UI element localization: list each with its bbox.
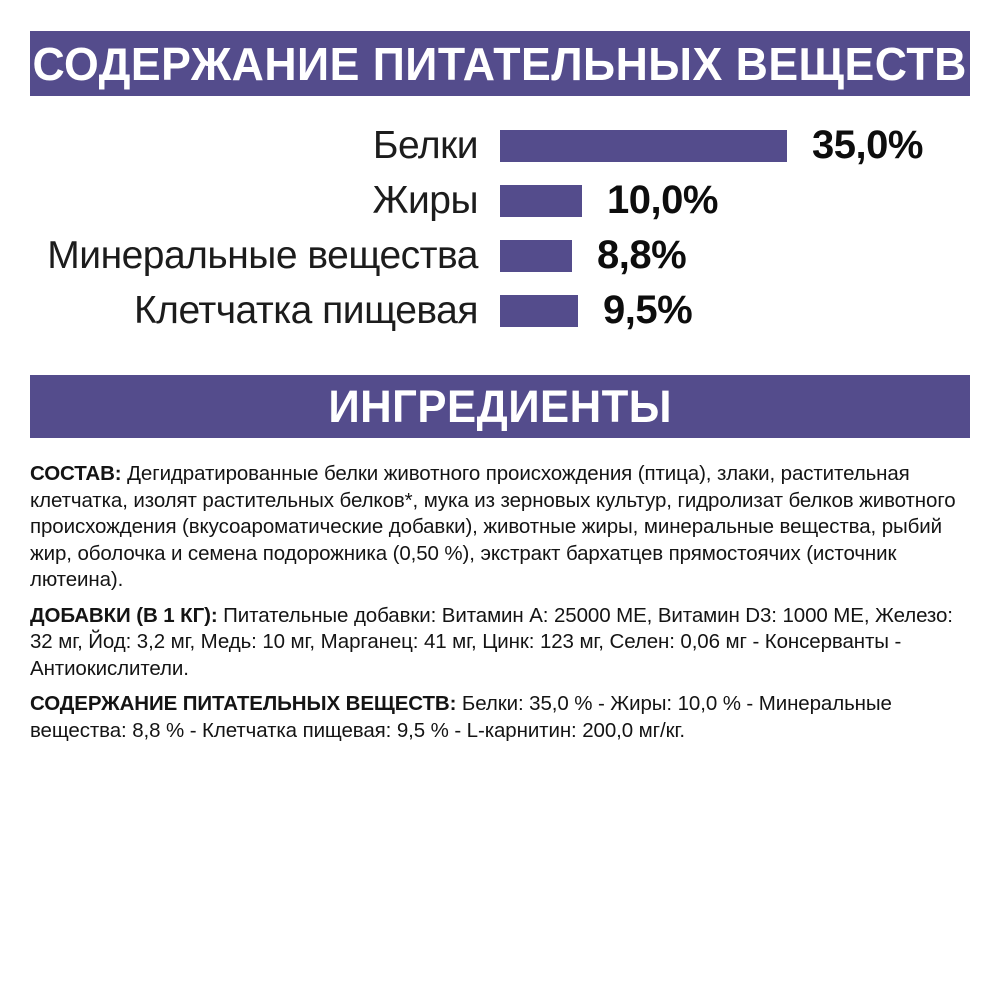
additives-paragraph [30,603,972,683]
chart-row [30,118,970,173]
chart-value-label: 9,5% [603,288,693,332]
ingredients-text-block [30,461,972,753]
additives-body: Питательные добавки: Витамин А: 25000 МЕ, Витамин D3: 1000 МЕ, Железо: 32 мг, Йод: 3,2 мг, Медь: 10 мг, Марганец: 41 мг, Цинк: 123 мг, Селен: 0,06 мг - Консерванты - Антиокислители. [30,603,953,680]
chart-bar [500,295,578,327]
chart-bar [500,240,572,272]
chart-category-label: Белки [372,123,478,167]
nutrient-content-body: Белки: 35,0 % - Жиры: 10,0 % - Минеральные вещества: 8,8 % - Клетчатка пищевая: 9,5 % - L-карнитин: 200,0 мг/кг. [30,692,892,742]
nutrient-content-lead: СОДЕРЖАНИЕ ПИТАТЕЛЬНЫХ ВЕЩЕСТВ: [30,692,457,715]
additives-lead: ДОБАВКИ (В 1 КГ): [30,603,218,627]
chart-row [30,283,970,338]
nutrient-content-paragraph [30,691,972,744]
composition-body: Дегидратированные белки животного происхождения (птица), злаки, растительная клетчатка, изолят растительных белков*, мука из зерновых культур, гидролизат белков животного происхождения (вкусоароматические добавки), животные жиры, минеральные вещества, рыбий жир, оболочка и семена подорожника (0,50 %), экстракт бархатцев прямостоячих (источник лютеина). [30,462,956,591]
chart-value-label: 35,0% [812,123,923,167]
chart-bar [500,185,582,217]
ingredients-header-title: ИНГРЕДИЕНТЫ [328,380,672,432]
chart-value-label: 8,8% [597,233,687,277]
composition-lead: СОСТАВ: [30,462,122,485]
nutrients-header-title: СОДЕРЖАНИЕ ПИТАТЕЛЬНЫХ ВЕЩЕСТВ [32,37,968,90]
chart-category-label: Минеральные вещества [47,233,478,277]
chart-row [30,228,970,283]
ingredients-header-band [30,375,970,438]
chart-value-label: 10,0% [607,178,718,222]
chart-category-label: Жиры [372,178,478,222]
chart-bar [500,130,787,162]
chart-category-label: Клетчатка пищевая [133,288,478,332]
bar-chart [30,118,970,338]
chart-row [30,173,970,228]
nutrients-header-band [30,31,970,96]
composition-paragraph [30,461,972,594]
